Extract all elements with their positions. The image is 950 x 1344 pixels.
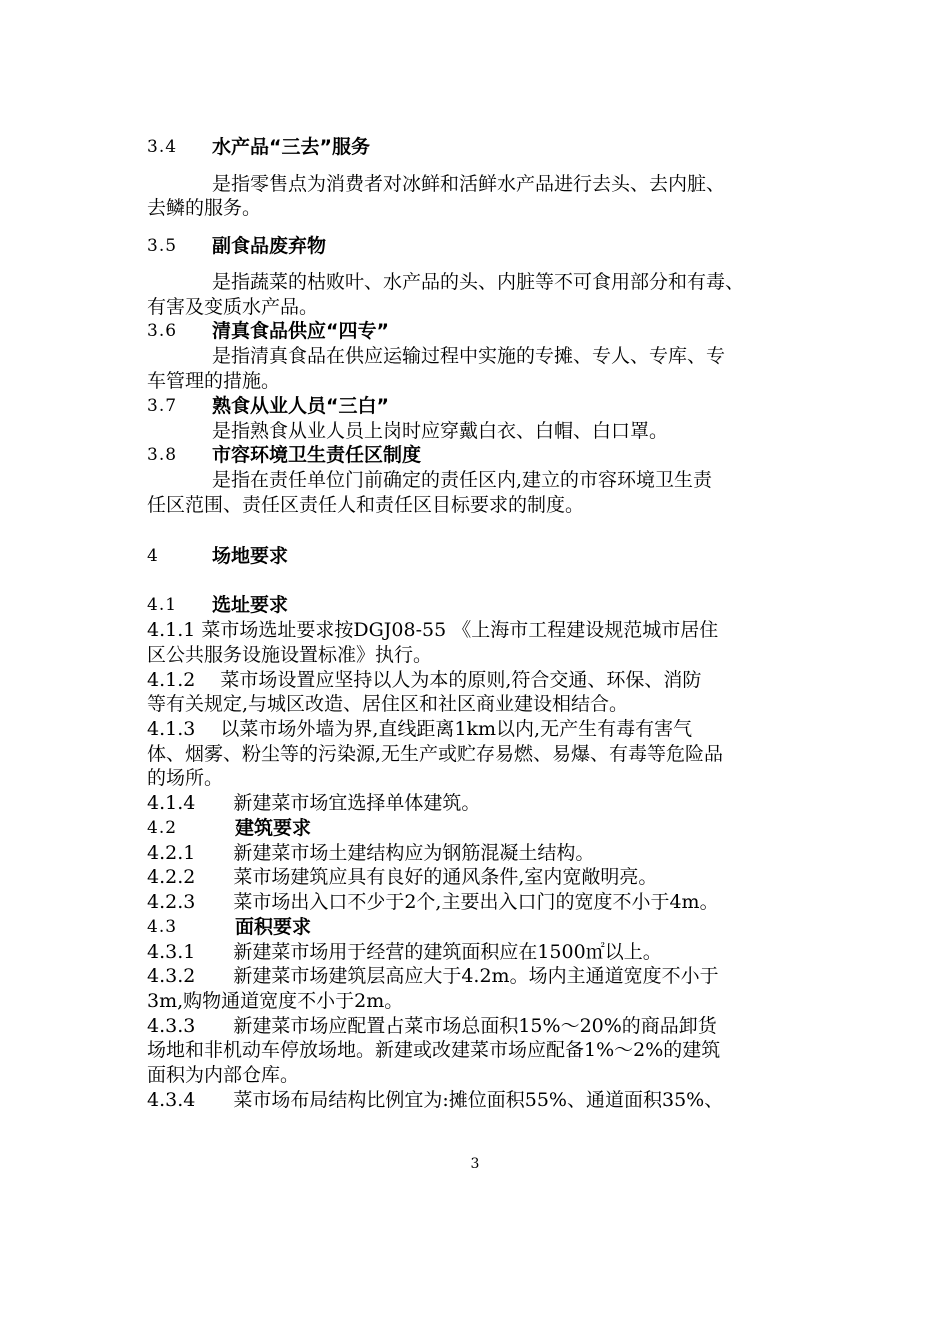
paragraph-line: 4.2.2 菜市场建筑应具有良好的通风条件,室内宽敞明亮。 [147, 866, 658, 888]
paragraph-line: 4.2.3 菜市场出入口不少于2个,主要出入口门的宽度不小于4m。 [147, 891, 719, 913]
section-title: 建筑要求 [235, 817, 312, 839]
paragraph-line: 有害及变质水产品。 [147, 296, 319, 318]
paragraph-line: 4.3.1 新建菜市场用于经营的建筑面积应在1500㎡以上。 [147, 941, 662, 963]
paragraph-line: 车管理的措施。 [147, 370, 281, 392]
paragraph-line: 是指零售点为消费者对冰鲜和活鲜水产品进行去头、去内脏、 [212, 173, 726, 195]
paragraph-line: 任区范围、责任区责任人和责任区目标要求的制度。 [147, 494, 585, 516]
paragraph-line: 是指清真食品在供应运输过程中实施的专摊、专人、专库、专 [212, 345, 726, 367]
paragraph-line: 区公共服务设施设置标准》执行。 [147, 644, 433, 666]
paragraph-line: 3m,购物通道宽度不小于2m。 [147, 990, 404, 1012]
paragraph-line: 体、烟雾、粉尘等的污染源,无生产或贮存易燃、易爆、有毒等危险品 [147, 743, 724, 765]
paragraph-line: 4.3.4 菜市场布局结构比例宜为:摊位面积55%、通道面积35%、 [147, 1089, 724, 1111]
section-number: 3.8 [147, 445, 178, 465]
section-title: 水产品“三去”服务 [212, 136, 370, 158]
paragraph-line: 4.1.3 以菜市场外墙为界,直线距离1km以内,无产生有毒有害气 [147, 718, 693, 740]
section-number: 3.5 [147, 236, 178, 256]
paragraph-line: 的场所。 [147, 767, 224, 789]
chapter-number: 4 [147, 546, 159, 566]
paragraph-line: 去鳞的服务。 [147, 197, 262, 219]
paragraph-line: 4.2.1 新建菜市场土建结构应为钢筋混凝土结构。 [147, 842, 595, 864]
section-title: 熟食从业人员“三白” [212, 395, 389, 417]
section-title: 市容环境卫生责任区制度 [212, 444, 422, 466]
page-number: 3 [470, 1156, 480, 1172]
paragraph-line: 4.3.2 新建菜市场建筑层高应大于4.2m。场内主通道宽度不小于 [147, 965, 719, 987]
section-title: 选址要求 [212, 594, 289, 616]
paragraph-line: 4.3.3 新建菜市场应配置占菜市场总面积15%～20%的商品卸货 [147, 1015, 717, 1037]
paragraph-line: 等有关规定,与城区改造、居住区和社区商业建设相结合。 [147, 693, 629, 715]
paragraph-line: 场地和非机动车停放场地。新建或改建菜市场应配备1%～2%的建筑 [147, 1039, 721, 1061]
section-number: 3.7 [147, 396, 178, 416]
section-number: 4.2 [147, 818, 178, 838]
section-title: 面积要求 [235, 916, 312, 938]
paragraph-line: 是指蔬菜的枯败叶、水产品的头、内脏等不可食用部分和有毒、 [212, 271, 745, 293]
section-number: 3.4 [147, 137, 178, 157]
paragraph-line: 是指熟食从业人员上岗时应穿戴白衣、白帽、白口罩。 [212, 420, 669, 442]
paragraph-line: 4.1.2 菜市场设置应坚持以人为本的原则,符合交通、环保、消防 [147, 669, 702, 691]
paragraph-line: 4.1.4 新建菜市场宜选择单体建筑。 [147, 792, 481, 814]
section-number: 3.6 [147, 321, 178, 341]
section-number: 4.1 [147, 595, 178, 615]
paragraph-line: 面积为内部仓库。 [147, 1064, 300, 1086]
chapter-title: 场地要求 [212, 545, 289, 567]
section-title: 清真食品供应“四专” [212, 320, 389, 342]
paragraph-line: 是指在责任单位门前确定的责任区内,建立的市容环境卫生责 [212, 469, 713, 491]
paragraph-line: 4.1.1 菜市场选址要求按DGJ08-55 《上海市工程建设规范城市居住 [147, 619, 719, 641]
section-title: 副食品废弃物 [212, 235, 327, 257]
section-number: 4.3 [147, 917, 178, 937]
